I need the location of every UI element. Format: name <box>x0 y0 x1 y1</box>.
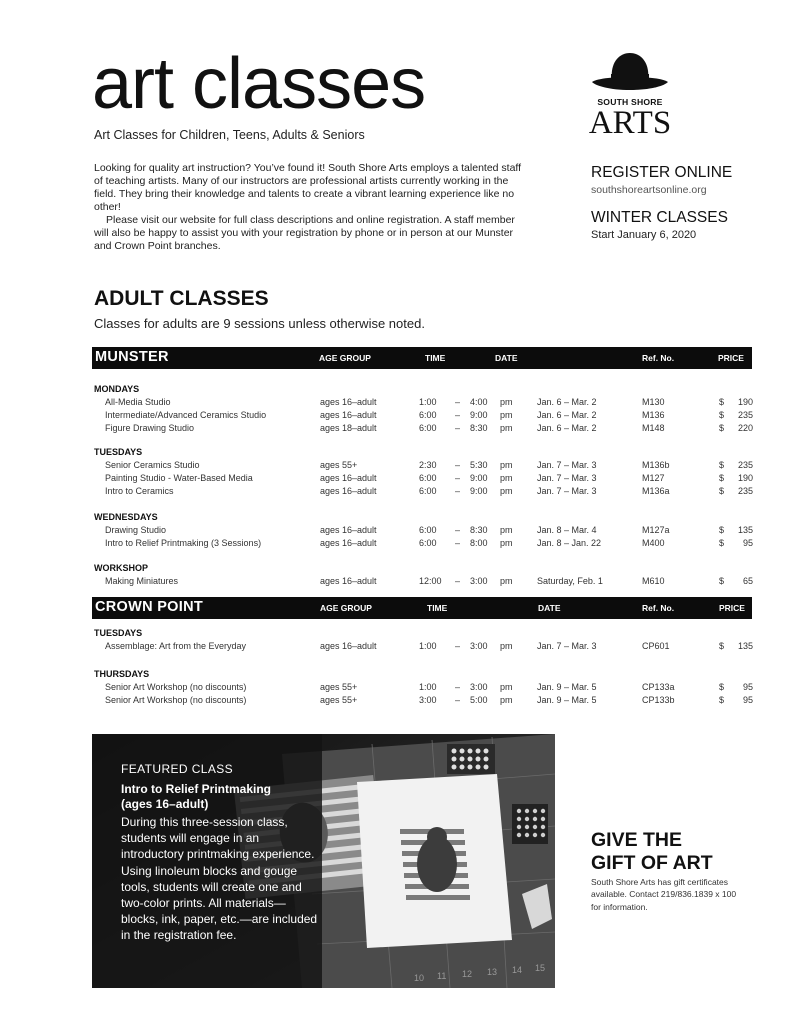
table-row <box>0 460 800 473</box>
end-time: 3:00 <box>470 576 488 586</box>
day-heading: THURSDAYS <box>94 669 150 679</box>
price-currency: $ <box>719 423 725 433</box>
start-time: 3:00 <box>419 695 437 705</box>
ref-number: M127 <box>642 473 665 483</box>
time-dash: – <box>455 695 461 705</box>
time-pm: pm <box>500 410 513 420</box>
age-group: ages 55+ <box>320 682 358 692</box>
time-dash: – <box>455 460 461 470</box>
ruler-number: 11 <box>437 971 447 981</box>
ref-number: M127a <box>642 525 670 535</box>
end-time: 5:00 <box>470 695 488 705</box>
ruler-number: 13 <box>487 967 498 977</box>
price-currency: $ <box>719 397 725 407</box>
time-dash: – <box>455 576 461 586</box>
class-name: Assemblage: Art from the Everyday <box>105 641 247 651</box>
date-range: Jan. 9 – Mar. 5 <box>537 682 597 692</box>
age-group: ages 16–adult <box>320 538 377 548</box>
ruler-number: 15 <box>535 963 546 973</box>
logo-text-south-shore: SOUTH SHORE <box>597 97 663 107</box>
time-pm: pm <box>500 695 513 705</box>
day-heading: WEDNESDAYS <box>94 512 158 522</box>
price-value: 65 <box>742 576 753 586</box>
col-header-price: PRICE <box>719 603 745 613</box>
col-header-date: DATE <box>538 603 561 613</box>
page-subtitle: Art Classes for Children, Teens, Adults & Seniors <box>94 128 365 142</box>
featured-class-label: FEATURED CLASS <box>121 762 234 776</box>
start-time: 6:00 <box>419 538 437 548</box>
end-time: 8:30 <box>470 525 488 535</box>
age-group: ages 16–adult <box>320 486 377 496</box>
table-row <box>0 525 800 538</box>
end-time: 3:00 <box>470 641 488 651</box>
ref-number: M130 <box>642 397 665 407</box>
time-dash: – <box>455 525 461 535</box>
class-name: Drawing Studio <box>105 525 167 535</box>
table-row <box>0 397 800 410</box>
day-heading: TUESDAYS <box>94 447 143 457</box>
table-row <box>0 576 800 589</box>
time-dash: – <box>455 410 461 420</box>
price-value: 190 <box>737 397 753 407</box>
class-name: Painting Studio - Water-Based Media <box>105 473 253 483</box>
price-currency: $ <box>719 460 725 470</box>
date-range: Jan. 7 – Mar. 3 <box>537 486 597 496</box>
time-pm: pm <box>500 397 513 407</box>
date-range: Jan. 8 – Mar. 4 <box>537 525 597 535</box>
time-pm: pm <box>500 486 513 496</box>
location-name: MUNSTER <box>95 349 169 365</box>
price-value: 135 <box>737 525 753 535</box>
logo-text-arts: ARTS <box>588 105 672 141</box>
munster-header-bar <box>92 347 752 369</box>
day-heading: TUESDAYS <box>94 628 143 638</box>
price-value: 235 <box>737 460 753 470</box>
price-currency: $ <box>719 682 725 692</box>
date-range: Jan. 8 – Jan. 22 <box>537 538 602 548</box>
ref-number: CP601 <box>642 641 670 651</box>
day-heading: MONDAYS <box>94 384 140 394</box>
featured-class-description: During this three-session class, students will engage in an introductory printmaking experience. Using linoleum blocks and gouge tools, students will create one and two-color prints. All materials—blocks, ink, paper, etc.—are included in the registration fee. <box>121 815 318 943</box>
register-url-link[interactable]: southshoreartsonline.org <box>591 184 707 196</box>
end-time: 8:00 <box>470 538 488 548</box>
end-time: 9:00 <box>470 486 488 496</box>
start-time: 6:00 <box>419 486 437 496</box>
class-name: Intermediate/Advanced Ceramics Studio <box>105 410 267 420</box>
table-row <box>0 682 800 695</box>
class-name: Figure Drawing Studio <box>105 423 195 433</box>
gift-heading-line-2: GIFT OF ART <box>591 852 713 874</box>
age-group: ages 16–adult <box>320 410 377 420</box>
col-header-price: PRICE <box>718 353 744 363</box>
date-range: Jan. 6 – Mar. 2 <box>537 397 597 407</box>
date-range: Jan. 7 – Mar. 3 <box>537 460 597 470</box>
start-time: 12:00 <box>419 576 442 586</box>
gift-heading-line-1: GIVE THE <box>591 829 683 851</box>
class-name: Senior Art Workshop (no discounts) <box>105 682 247 692</box>
col-header-ref: Ref. No. <box>642 603 675 613</box>
table-row <box>0 473 800 486</box>
class-name: Intro to Ceramics <box>105 486 174 496</box>
time-pm: pm <box>500 473 513 483</box>
start-time: 1:00 <box>419 682 437 692</box>
price-value: 235 <box>737 410 753 420</box>
intro-text <box>94 162 524 253</box>
time-dash: – <box>455 397 461 407</box>
age-group: ages 16–adult <box>320 473 377 483</box>
col-header-age: AGE GROUP <box>319 353 371 363</box>
time-pm: pm <box>500 460 513 470</box>
end-time: 5:30 <box>470 460 488 470</box>
ref-number: CP133a <box>642 682 675 692</box>
adult-classes-subtitle: Classes for adults are 9 sessions unless otherwise noted. <box>94 316 425 331</box>
date-range: Saturday, Feb. 1 <box>537 576 603 586</box>
intro-paragraph-2: Please visit our website for full class descriptions and online registration. A staff member will also be happy to assist you with your registration by phone or in person at our Munster and Crown Point branches. <box>94 214 515 252</box>
start-time: 1:00 <box>419 641 437 651</box>
ref-number: M610 <box>642 576 665 586</box>
time-dash: – <box>455 486 461 496</box>
table-row <box>0 538 800 551</box>
intro-paragraph-1: Looking for quality art instruction? You’ve found it! South Shore Arts employs a talented staff of teaching artists. Many of our instructors are professional artists currently working in the field. They bring their knowledge and talents to create a vibrant learning experience like no other! <box>94 162 522 213</box>
time-pm: pm <box>500 423 513 433</box>
time-dash: – <box>455 538 461 548</box>
time-pm: pm <box>500 538 513 548</box>
age-group: ages 18–adult <box>320 423 377 433</box>
date-range: Jan. 9 – Mar. 5 <box>537 695 597 705</box>
price-currency: $ <box>719 410 725 420</box>
table-row <box>0 486 800 499</box>
time-dash: – <box>455 682 461 692</box>
date-range: Jan. 6 – Mar. 2 <box>537 423 597 433</box>
col-header-time: TIME <box>427 603 448 613</box>
time-dash: – <box>455 423 461 433</box>
price-currency: $ <box>719 538 725 548</box>
start-time: 1:00 <box>419 397 437 407</box>
winter-classes-date: Start January 6, 2020 <box>591 229 697 241</box>
time-pm: pm <box>500 641 513 651</box>
ref-number: M400 <box>642 538 665 548</box>
time-pm: pm <box>500 525 513 535</box>
start-time: 2:30 <box>419 460 437 470</box>
age-group: ages 55+ <box>320 460 358 470</box>
price-value: 95 <box>742 695 753 705</box>
gift-description: South Shore Arts has gift certificates available. Contact 219/836.1839 x 100 for information. <box>591 877 737 912</box>
price-value: 220 <box>737 423 753 433</box>
col-header-time: TIME <box>425 353 446 363</box>
time-pm: pm <box>500 576 513 586</box>
page-title: art classes <box>92 44 426 124</box>
date-range: Jan. 6 – Mar. 2 <box>537 410 597 420</box>
table-row <box>0 410 800 423</box>
featured-class-title: Intro to Relief Printmaking (ages 16–adult) <box>121 782 272 811</box>
time-dash: – <box>455 641 461 651</box>
price-currency: $ <box>719 641 725 651</box>
ruler-number: 12 <box>462 969 473 979</box>
end-time: 4:00 <box>470 397 488 407</box>
end-time: 9:00 <box>470 473 488 483</box>
class-name: All-Media Studio <box>105 397 171 407</box>
location-name: CROWN POINT <box>95 599 204 615</box>
date-range: Jan. 7 – Mar. 3 <box>537 473 597 483</box>
price-value: 235 <box>737 486 753 496</box>
col-header-ref: Ref. No. <box>642 353 675 363</box>
class-name: Intro to Relief Printmaking (3 Sessions) <box>105 538 262 548</box>
time-dash: – <box>455 473 461 483</box>
ref-number: M136b <box>642 460 670 470</box>
table-row <box>0 695 800 708</box>
day-heading: WORKSHOP <box>94 563 148 573</box>
ref-number: M136a <box>642 486 670 496</box>
price-value: 135 <box>737 641 753 651</box>
price-currency: $ <box>719 486 725 496</box>
table-row <box>0 423 800 436</box>
end-time: 3:00 <box>470 682 488 692</box>
age-group: ages 16–adult <box>320 576 377 586</box>
ruler-number: 10 <box>414 973 425 983</box>
adult-classes-title: ADULT CLASSES <box>94 287 269 310</box>
age-group: ages 16–adult <box>320 525 377 535</box>
time-pm: pm <box>500 682 513 692</box>
end-time: 9:00 <box>470 410 488 420</box>
price-currency: $ <box>719 473 725 483</box>
class-name: Senior Art Workshop (no discounts) <box>105 695 247 705</box>
ref-number: M136 <box>642 410 665 420</box>
price-value: 95 <box>742 538 753 548</box>
price-value: 190 <box>737 473 753 483</box>
start-time: 6:00 <box>419 473 437 483</box>
col-header-date: DATE <box>495 353 518 363</box>
end-time: 8:30 <box>470 423 488 433</box>
price-currency: $ <box>719 695 725 705</box>
age-group: ages 16–adult <box>320 397 377 407</box>
ref-number: CP133b <box>642 695 675 705</box>
ruler-number: 14 <box>512 965 523 975</box>
age-group: ages 16–adult <box>320 641 377 651</box>
register-online-heading: REGISTER ONLINE <box>591 164 733 181</box>
start-time: 6:00 <box>419 410 437 420</box>
date-range: Jan. 7 – Mar. 3 <box>537 641 597 651</box>
winter-classes-heading: WINTER CLASSES <box>591 209 728 226</box>
price-currency: $ <box>719 576 725 586</box>
start-time: 6:00 <box>419 525 437 535</box>
table-row <box>0 641 800 654</box>
class-name: Making Miniatures <box>105 576 179 586</box>
age-group: ages 55+ <box>320 695 358 705</box>
ref-number: M148 <box>642 423 665 433</box>
gift-heading <box>591 829 751 875</box>
start-time: 6:00 <box>419 423 437 433</box>
crown-point-header-bar <box>92 597 752 619</box>
price-value: 95 <box>742 682 753 692</box>
price-currency: $ <box>719 525 725 535</box>
class-name: Senior Ceramics Studio <box>105 460 200 470</box>
col-header-age: AGE GROUP <box>320 603 372 613</box>
